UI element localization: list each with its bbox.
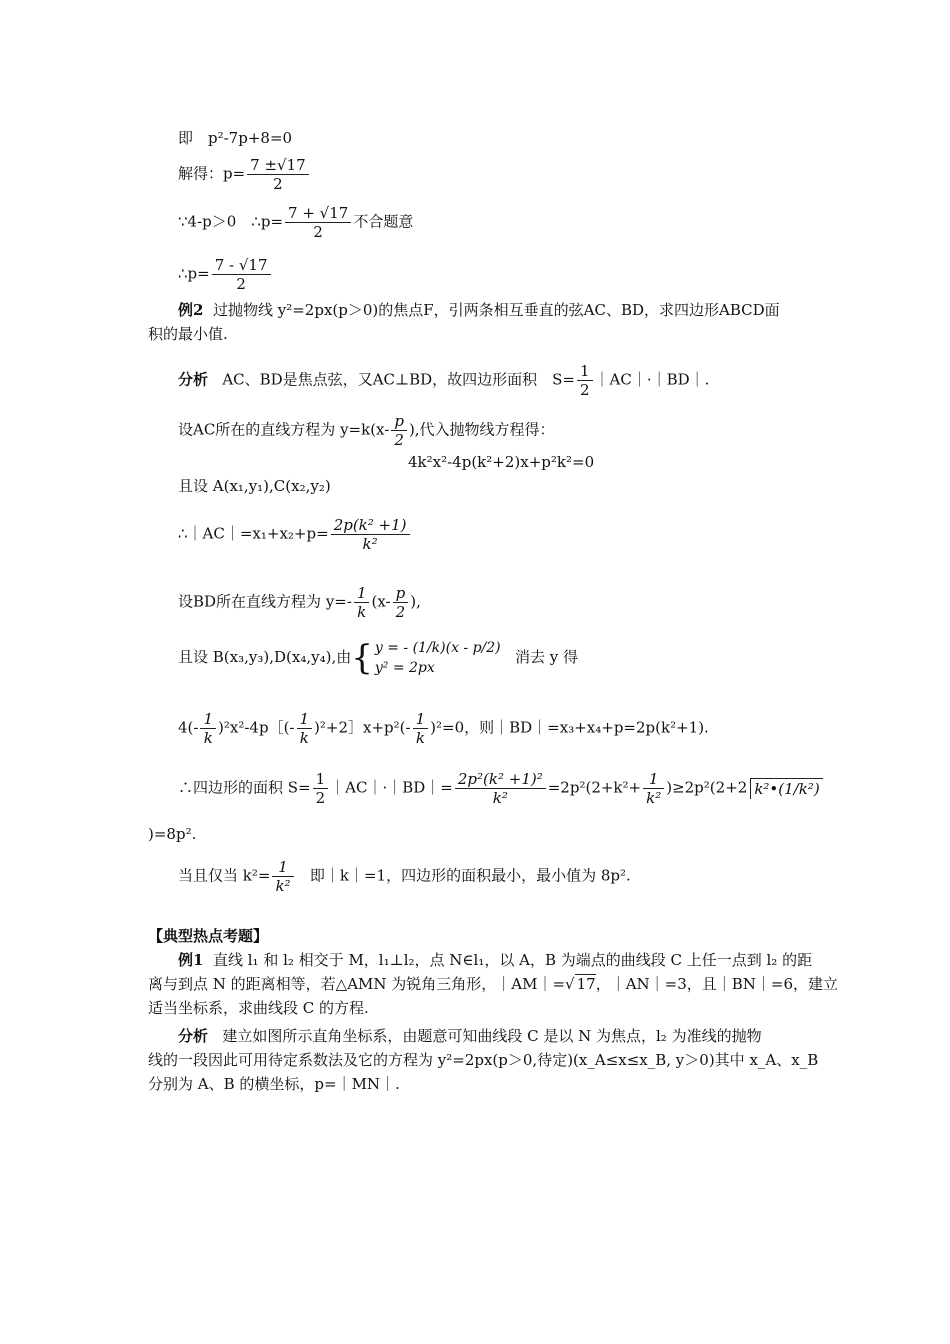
fraction-denominator: k xyxy=(203,729,213,747)
ac-length-line xyxy=(178,516,412,553)
fraction-numerator: 1 xyxy=(272,858,293,877)
fraction-denominator: k² xyxy=(646,789,662,807)
fraction-denominator: k xyxy=(415,729,425,747)
bd-eq-part-a: 4(- xyxy=(178,718,199,737)
example-2-line-1 xyxy=(178,300,780,320)
fraction-p-half xyxy=(391,412,407,449)
fraction-one-over-k xyxy=(200,710,216,747)
analysis-label: 分析 xyxy=(178,370,209,389)
example-2-line-2: 积的最小值. xyxy=(148,325,228,343)
area-mid: ｜AC｜·｜BD｜= xyxy=(330,778,453,797)
result-prefix: ∴p= xyxy=(178,264,210,283)
sqrt-17: 17 xyxy=(576,975,596,993)
section-title: 【典型热点考题】 xyxy=(148,927,269,945)
area-result: )=8p². xyxy=(148,825,197,843)
fraction-area xyxy=(455,770,546,807)
fraction-numerator: 1 xyxy=(577,362,593,381)
fraction-denominator: k xyxy=(357,603,367,621)
hot-problem-text-b: ，｜AN｜=3，且｜BN｜=6，建立 xyxy=(595,975,839,993)
rejected-note: 不合题意 xyxy=(353,212,414,231)
fraction-denominator: k² xyxy=(492,789,508,807)
fraction-denominator: 2 xyxy=(315,789,326,807)
fraction-half xyxy=(313,770,329,807)
system-line-2: y² = 2px xyxy=(374,660,435,676)
set-bd-prefix: 设BD所在直线方程为 y=- xyxy=(178,592,352,611)
set-bd-mid: (x- xyxy=(371,592,391,611)
fraction-numerator: 1 xyxy=(313,770,329,789)
area-line xyxy=(178,770,823,807)
fraction-denominator: 2 xyxy=(313,223,323,241)
fraction-denominator: 2 xyxy=(394,431,404,449)
area-prefix: ∴四边形的面积 S= xyxy=(178,778,311,797)
fraction-numerator: 2p²(k² +1)² xyxy=(455,770,546,789)
fraction-numerator: 7 - √17 xyxy=(212,256,271,275)
fraction-numerator: 1 xyxy=(643,770,664,789)
system-line-1: y = - (1/k)(x - p/2) xyxy=(374,640,501,656)
quadratic-equation: 4k²x²-4p(k²+2)x+p²k²=0 xyxy=(408,453,595,471)
fraction-denominator: k² xyxy=(275,877,291,895)
hot-analysis-label: 分析 xyxy=(178,1027,209,1045)
fraction-numerator: 1 xyxy=(297,710,313,729)
equation-line-1: 即 p²-7p+8=0 xyxy=(178,129,293,147)
fraction-numerator: 7 + √17 xyxy=(285,204,351,223)
fraction-denominator: k² xyxy=(362,535,378,553)
hot-analysis-line-3: 分别为 A、B 的横坐标，p=｜MN｜. xyxy=(148,1075,400,1093)
equality-condition-line xyxy=(178,858,631,895)
fraction-one-over-k2 xyxy=(272,858,293,895)
fraction-numerator: 1 xyxy=(200,710,216,729)
area-eq2: =2p²(2+k²+ xyxy=(547,778,642,797)
area-ge: )≥2p²(2+2 xyxy=(666,778,748,797)
system-brace: { xyxy=(351,638,373,678)
set-bd-suffix: ), xyxy=(410,592,421,611)
set-ac-line xyxy=(178,412,555,449)
fraction-one-over-k xyxy=(413,710,429,747)
equation-system xyxy=(375,638,501,678)
hot-analysis-text: 建立如图所示直角坐标系，由题意可知曲线段 C 是以 N 为焦点，l₂ 为准线的抛物 xyxy=(222,1027,762,1045)
ac-length-prefix: ∴｜AC｜=x₁+x₂+p= xyxy=(178,524,329,543)
analysis-suffix: ｜AC｜·｜BD｜. xyxy=(594,370,710,389)
fraction-solution xyxy=(247,156,309,193)
fraction-ac-length xyxy=(331,516,410,553)
fraction-denominator: k xyxy=(299,729,309,747)
fraction-numerator: p xyxy=(393,584,409,603)
example-2-label: 例2 xyxy=(178,301,204,319)
set-ac-prefix: 设AC所在的直线方程为 y=k(x- xyxy=(178,420,390,439)
fraction-p-half xyxy=(393,584,409,621)
set-b-prefix: 且设 B(x₃,y₃),D(x₄,y₄),由 xyxy=(178,648,352,666)
fraction-denominator: 2 xyxy=(395,603,406,621)
condition-prefix: ∵4-p＞0 ∴p= xyxy=(178,212,284,231)
set-ac-suffix: ),代入抛物线方程得： xyxy=(408,420,555,439)
fraction-numerator: 2p(k² +1) xyxy=(331,516,410,535)
example-2-text: 过抛物线 y²=2px(p＞0)的焦点F，引两条相互垂直的弦AC、BD，求四边形ABCD面 xyxy=(212,301,780,319)
sqrt-expression: k²•(1/k²) xyxy=(750,778,822,799)
fraction-numerator: p xyxy=(391,412,407,431)
set-a-c-points: 且设 A(x₁,y₁),C(x₂,y₂) xyxy=(178,477,331,495)
fraction-one-over-k xyxy=(297,710,313,747)
fraction-rejected xyxy=(285,204,351,241)
fraction-denominator: 2 xyxy=(273,175,283,193)
hot-problem-line-3: 适当坐标系，求曲线段 C 的方程. xyxy=(148,999,369,1017)
hot-analysis-line-1 xyxy=(178,1026,762,1046)
fraction-numerator: 7 ±√17 xyxy=(247,156,309,175)
hot-problem-label: 例1 xyxy=(178,951,204,969)
bd-eq-part-d: )²=0，则｜BD｜=x₃+x₄+p=2p(k²+1). xyxy=(430,718,709,737)
fraction-denominator: 2 xyxy=(580,381,590,399)
fraction-one-over-k xyxy=(354,584,370,621)
analysis-line xyxy=(178,362,709,399)
equality-prefix: 当且仅当 k²= xyxy=(178,866,271,885)
bd-eq-part-c: )²+2］x+p²(- xyxy=(314,718,411,737)
hot-problem-text: 直线 l₁ 和 l₂ 相交于 M，l₁⊥l₂，点 N∈l₁，以 A，B 为端点的曲线段 C 上任一点到 l₂ 的距 xyxy=(212,951,813,969)
analysis-text: AC、BD是焦点弦，又AC⊥BD，故四边形面积 S= xyxy=(222,370,575,389)
hot-problem-line-1 xyxy=(178,950,812,970)
fraction-denominator: 2 xyxy=(236,275,246,293)
hot-problem-text-a: 离与到点 N 的距离相等，若△AMN 为锐角三角形，｜AM｜= xyxy=(148,975,566,993)
bd-equation-line xyxy=(178,710,709,747)
equation-line-3 xyxy=(178,204,413,241)
equation-line-2 xyxy=(178,156,311,193)
equality-suffix: 即｜k｜=1，四边形的面积最小，最小值为 8p². xyxy=(309,866,631,885)
equation-line-4 xyxy=(178,256,273,293)
solution-prefix: 解得：p= xyxy=(178,164,246,183)
fraction-numerator: 1 xyxy=(354,584,370,603)
set-bd-line xyxy=(178,584,421,621)
fraction-numerator: 1 xyxy=(413,710,429,729)
fraction-one-over-k2 xyxy=(643,770,664,807)
set-b-suffix: 消去 y 得 xyxy=(514,648,578,666)
set-b-d-line xyxy=(178,638,578,678)
hot-analysis-line-2: 线的一段因此可用待定系数法及它的方程为 y²=2px(p＞0,待定)(x_A≤x≤x_B, y＞0)其中 x_A、x_B xyxy=(148,1051,819,1069)
bd-eq-part-b: )²x²-4p［(- xyxy=(218,718,295,737)
fraction-half xyxy=(577,362,593,399)
fraction-result xyxy=(212,256,271,293)
hot-problem-line-2: 离与到点 N 的距离相等，若△AMN 为锐角三角形，｜AM｜=√ 17，｜AN｜=3，且｜BN｜=6，建立 xyxy=(148,975,839,993)
